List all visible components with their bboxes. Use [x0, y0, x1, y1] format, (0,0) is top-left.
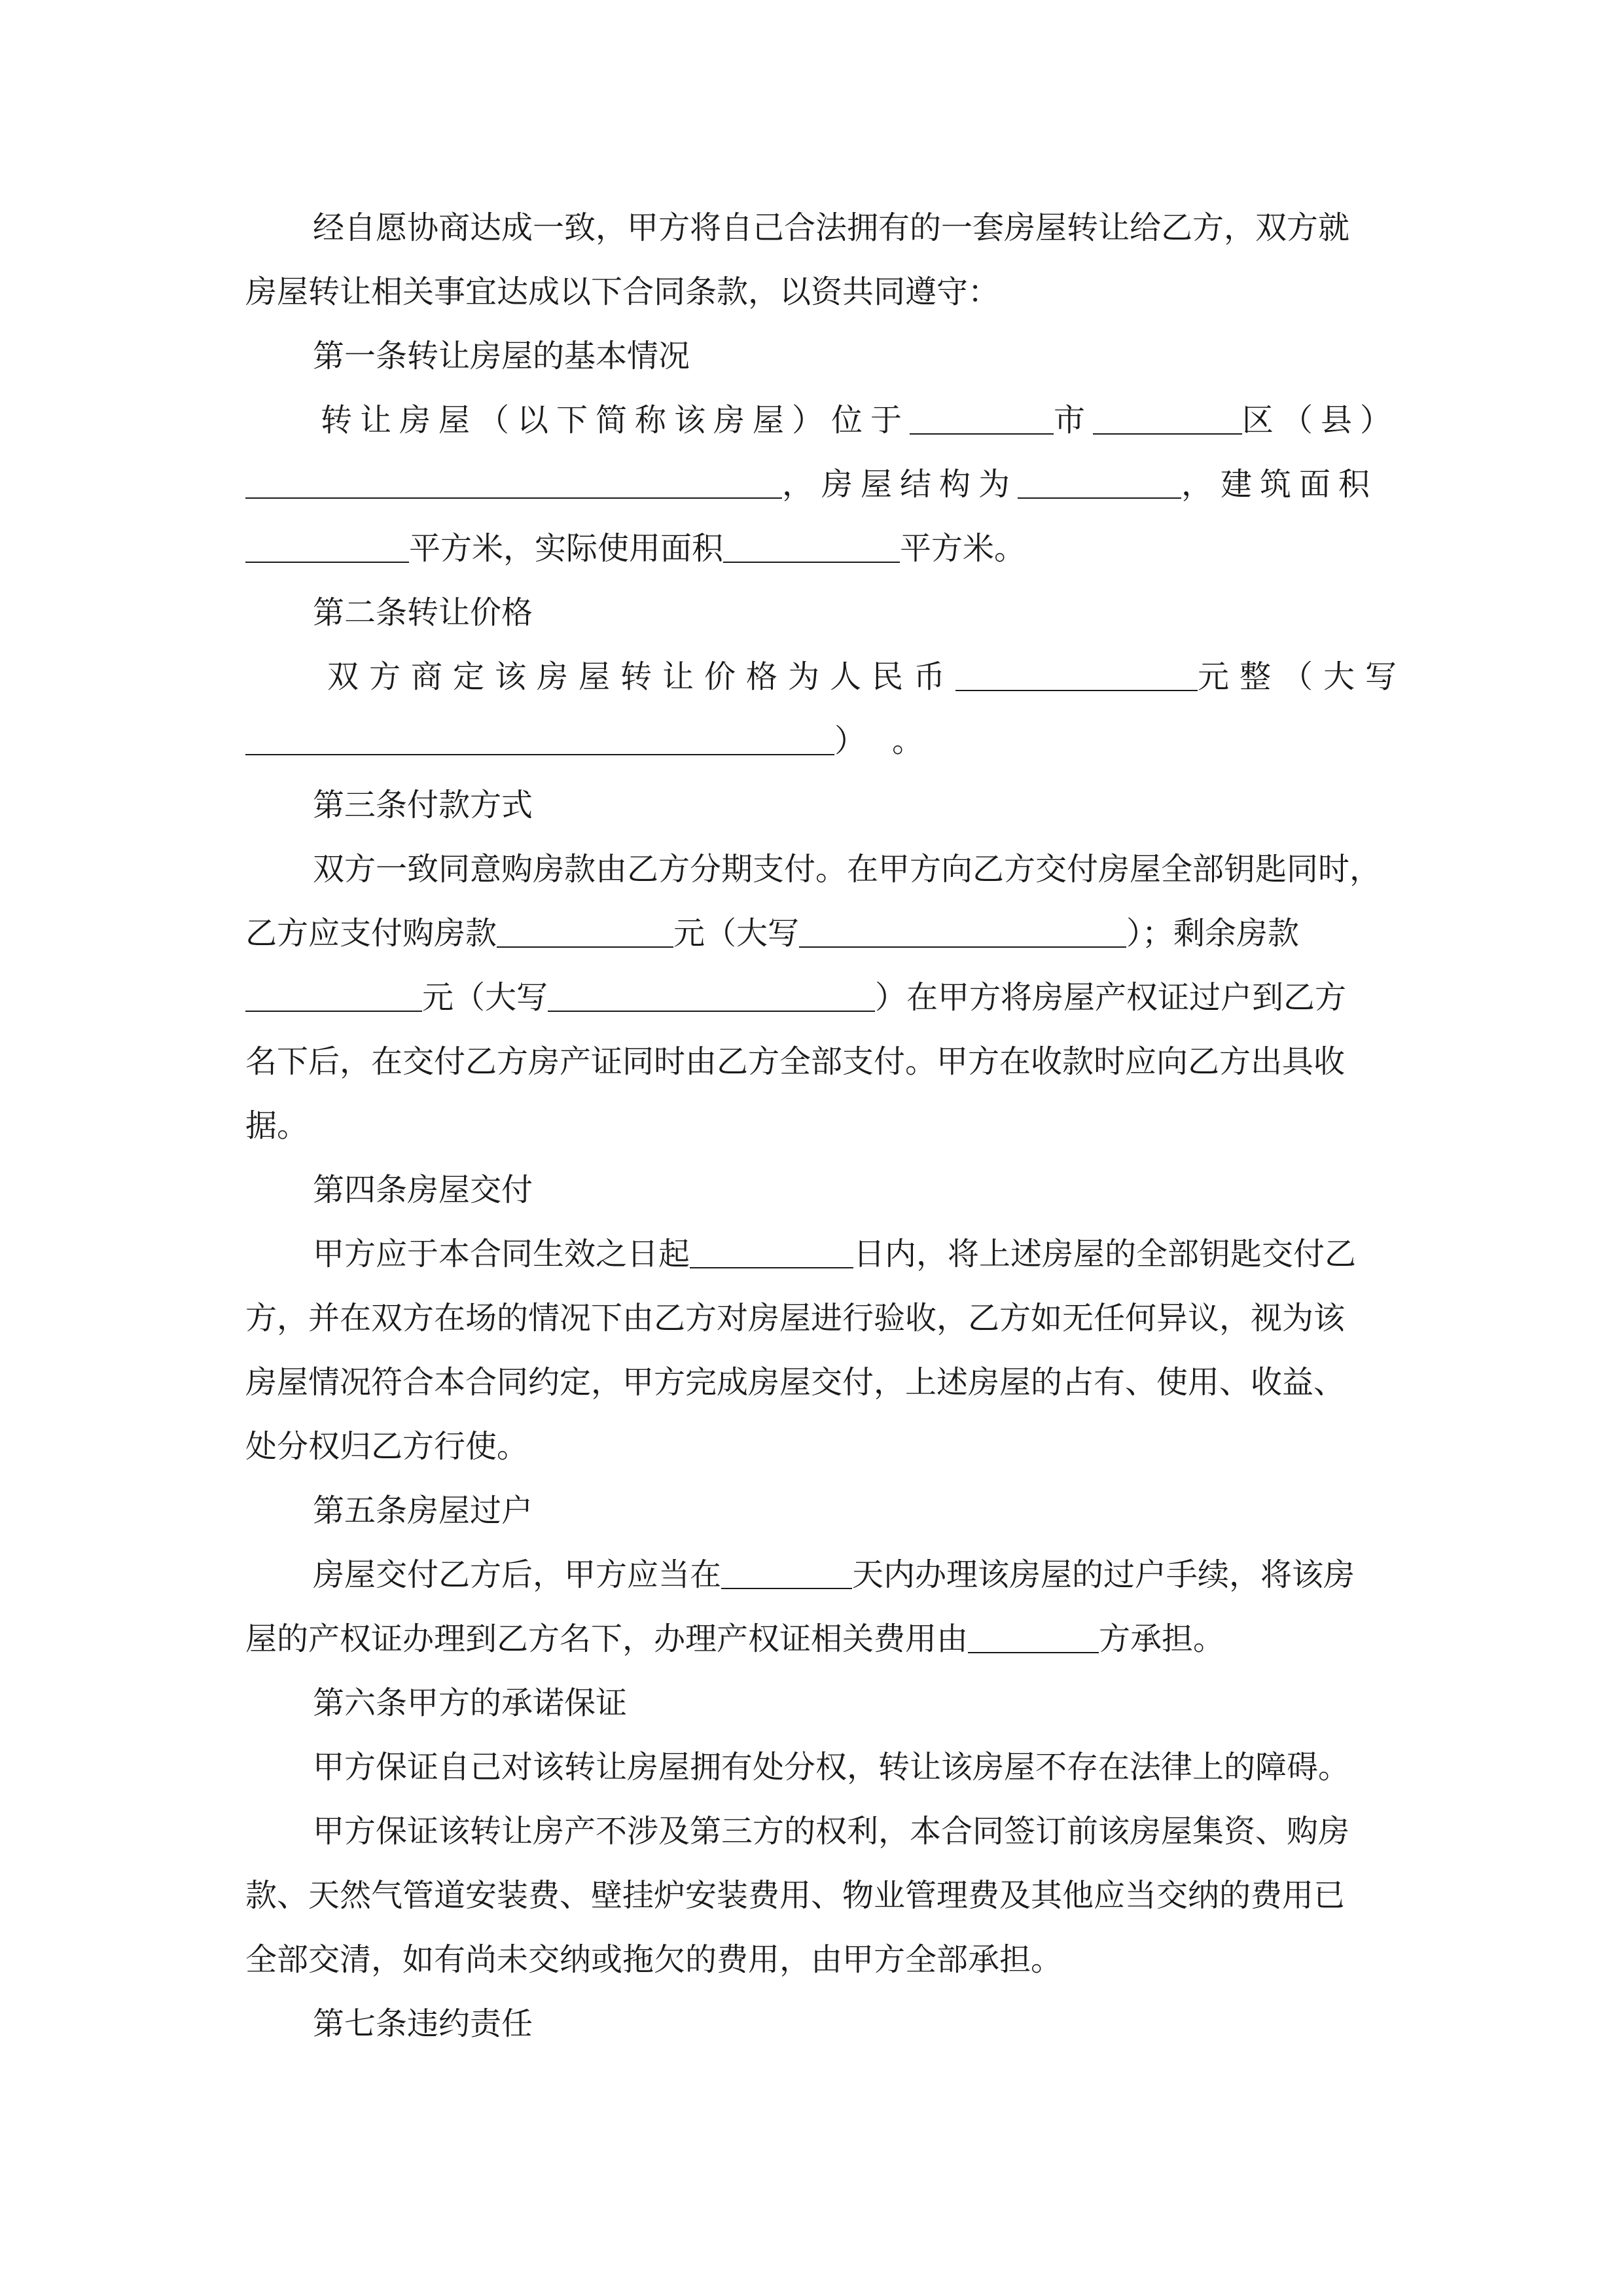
article-3-line-5: 据。: [245, 1107, 309, 1144]
article-1-title: 第一条转让房屋的基本情况: [313, 338, 690, 374]
article-4-line-2: 方，并在双方在场的情况下由乙方对房屋进行验收，乙方如无任何异议，视为该: [245, 1300, 1346, 1336]
article-2-text: 双方商定该房屋转让价格为人民币: [327, 658, 956, 695]
article-6-paragraph-1: 甲方保证自己对该转让房屋拥有处分权，转让该房屋不存在法律上的障碍。: [313, 1749, 1350, 1785]
article-4-line-4: 处分权归乙方行使。: [245, 1428, 529, 1465]
city-blank: [910, 407, 1054, 435]
first-payment-blank: [497, 920, 673, 948]
article-2-close-paren: ）: [834, 723, 866, 759]
article-3-remaining-label: ）；剩余房款: [1126, 915, 1300, 952]
article-6-paragraph-2-line-2: 款、天然气管道安装费、壁挂炉安装费用、物业管理费及其他应当交纳的费用已: [245, 1877, 1346, 1914]
article-2-uppercase-label: 元整（大写: [1198, 658, 1408, 695]
delivery-days-blank: [690, 1241, 853, 1268]
structure-blank: [1018, 471, 1181, 499]
article-1-unit: 平方米。: [900, 530, 1026, 567]
article-3-line-1: 双方一致同意购房款由乙方分期支付。在甲方向乙方交付房屋全部钥匙同时，: [313, 851, 1382, 888]
article-3-first-payment-label: 乙方应支付购房款: [245, 915, 497, 952]
article-3-line-2: [245, 912, 1299, 954]
article-1-line-1: [321, 399, 1399, 441]
address-blank: [245, 471, 782, 499]
article-5-line-2: [245, 1618, 1224, 1660]
article-5-fee-suffix: 方承担。: [1099, 1621, 1225, 1657]
article-5-text: 房屋交付乙方后，甲方应当在: [313, 1556, 722, 1593]
article-2-title: 第二条转让价格: [313, 594, 533, 631]
fee-party-blank: [968, 1626, 1099, 1653]
first-payment-uppercase-blank: [799, 920, 1126, 948]
article-1-district-label: 区（县）: [1242, 402, 1400, 439]
building-area-blank: [245, 535, 409, 563]
article-3-title: 第三条付款方式: [313, 787, 533, 823]
article-7-title: 第七条违约责任: [313, 2005, 533, 2042]
article-5-text-cont: 天内办理该房屋的过户手续，将该房: [852, 1556, 1355, 1593]
article-4-line-1: [313, 1233, 1356, 1275]
article-5-title: 第五条房屋过户: [313, 1492, 533, 1529]
article-3-uppercase-label-1: 元（大写: [673, 915, 800, 952]
remaining-payment-blank: [245, 984, 422, 1012]
article-2-line-2: [245, 720, 923, 762]
district-blank: [1093, 407, 1242, 435]
article-4-text-cont: 日内，将上述房屋的全部钥匙交付乙: [853, 1236, 1357, 1272]
article-6-paragraph-2-line-1: 甲方保证该转让房产不涉及第三方的权利，本合同签订前该房屋集资、购房: [313, 1813, 1350, 1850]
article-4-title: 第四条房屋交付: [313, 1172, 533, 1208]
article-3-uppercase-label-2: 元（大写: [422, 979, 548, 1016]
intro-line-1: 经自愿协商达成一致，甲方将自己合法拥有的一套房屋转让给乙方，双方就: [313, 209, 1350, 246]
article-3-transfer-text: ）在甲方将房屋产权证过户到乙方: [875, 979, 1347, 1016]
transfer-days-blank: [721, 1562, 852, 1589]
article-4-text: 甲方应于本合同生效之日起: [313, 1236, 690, 1272]
article-3-line-4: 名下后，在交付乙方房产证同时由乙方全部支付。甲方在收款时应向乙方出具收: [245, 1043, 1346, 1080]
remaining-payment-uppercase-blank: [548, 984, 875, 1012]
article-1-line-3: [245, 528, 1026, 569]
article-2-line-1: [327, 656, 1407, 698]
usable-area-blank: [723, 535, 900, 563]
article-5-fee-text: 屋的产权证办理到乙方名下，办理产权证相关费用由: [245, 1621, 969, 1657]
price-uppercase-blank: [245, 728, 834, 755]
article-5-line-1: [313, 1554, 1355, 1596]
intro-line-2: 房屋转让相关事宜达成以下合同条款，以资共同遵守：: [245, 274, 1000, 310]
article-4-line-3: 房屋情况符合本合同约定，甲方完成房屋交付，上述房屋的占有、使用、收益、: [245, 1364, 1346, 1401]
article-1-text: 转让房屋（以下简称该房屋）位于: [321, 402, 910, 439]
article-2-period: 。: [892, 723, 924, 759]
article-6-title: 第六条甲方的承诺保证: [313, 1685, 628, 1721]
article-1-area-label: ，建筑面积: [1181, 466, 1378, 503]
article-6-paragraph-2-line-3: 全部交清，如有尚未交纳或拖欠的费用，由甲方全部承担。: [245, 1941, 1063, 1978]
article-3-line-3: [245, 977, 1346, 1018]
article-1-structure-label: ，房屋结构为: [782, 466, 1018, 503]
article-1-usable-area-label: 平方米，实际使用面积: [409, 530, 724, 567]
article-1-line-2: [245, 463, 1378, 505]
article-1-city-label: 市: [1054, 402, 1094, 439]
price-blank: [955, 664, 1198, 691]
